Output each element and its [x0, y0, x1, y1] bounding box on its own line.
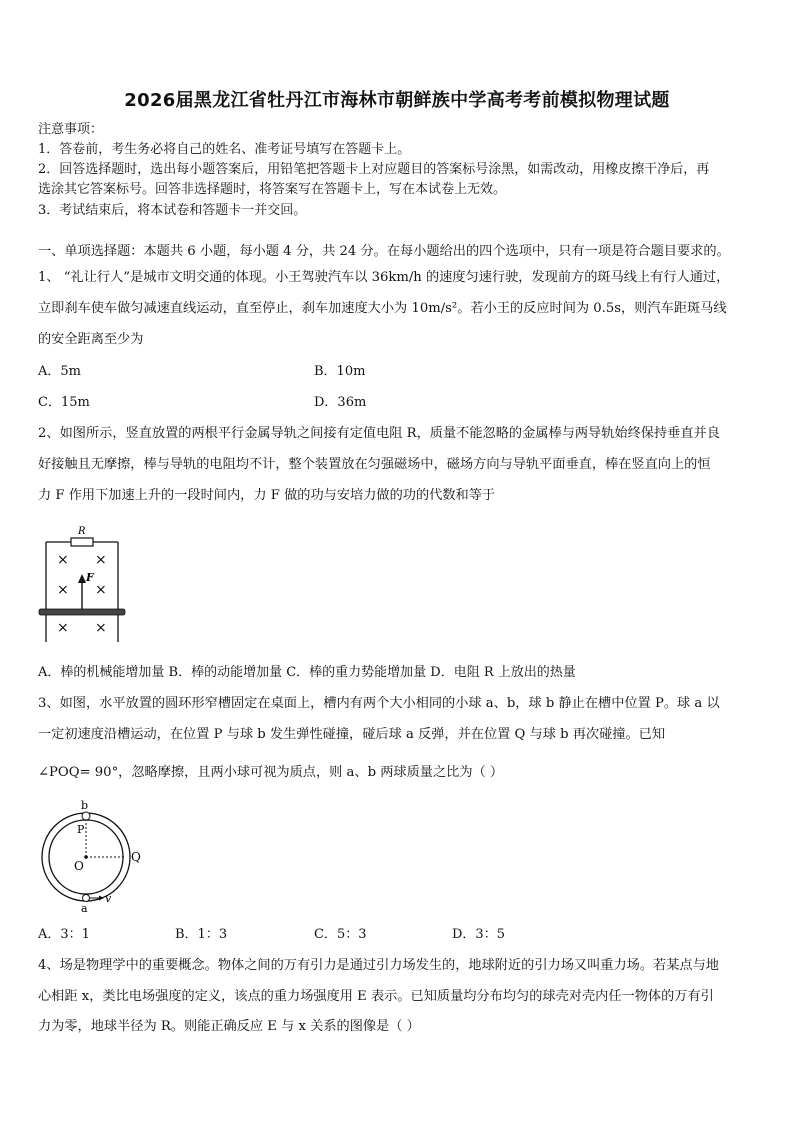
point-p-label: P — [77, 823, 85, 836]
question-2-line-1: 2、如图所示，竖直放置的两根平行金属导轨之间接有定值电阻 R，质量不能忽略的金属棒与两导轨始终保持垂直并良 — [38, 426, 720, 441]
field-cross: × — [57, 582, 69, 598]
ball-a-label: a — [81, 902, 88, 915]
q1-option-d: D．36m — [314, 395, 367, 410]
metal-rod — [39, 609, 125, 615]
center-point — [84, 855, 88, 859]
page-title: 2026届黑龙江省牡丹江市海林市朝鲜族中学高考考前模拟物理试题 — [124, 90, 670, 111]
q3-option-d: D．3：5 — [452, 927, 505, 942]
notice-heading: 注意事项： — [38, 122, 104, 137]
q1-option-a: A．5m — [38, 364, 81, 379]
question-4-line-1: 4、场是物理学中的重要概念。物体之间的万有引力是通过引力场发生的，地球附近的引力场又叫重力场。若某点与地 — [38, 958, 719, 973]
field-cross: × — [95, 552, 107, 568]
q2-circuit-figure — [36, 524, 128, 644]
q3-option-c: C．5：3 — [314, 927, 367, 942]
section-heading: 一、单项选择题：本题共 6 小题，每小题 4 分，共 24 分。在每小题给出的四个选项中，只有一项是符合题目要求的。 — [38, 244, 730, 259]
q3-option-b: B．1：3 — [175, 927, 228, 942]
field-cross: × — [95, 620, 107, 636]
resistor-symbol — [71, 538, 93, 546]
q2-options: A．棒的机械能增加量 B．棒的动能增加量 C．棒的重力势能增加量 D．电阻 R 上放出的热量 — [38, 665, 576, 680]
question-4-line-2: 心相距 x，类比电场强度的定义，该点的重力场强度用 E 表示。已知质量均分布均匀的球壳对壳内任一物体的万有引 — [38, 989, 714, 1004]
question-3-line-3: ∠POQ= 90°，忽略摩擦，且两小球可视为质点，则 a、b 两球质量之比为（ ） — [38, 765, 504, 780]
question-1-line-1: 1、 “礼让行人”是城市文明交通的体现。小王驾驶汽车以 36km/h 的速度匀速行驶，发现前方的斑马线上有行人通过， — [38, 270, 730, 285]
velocity-label: v — [105, 892, 112, 905]
q1-option-c: C．15m — [38, 395, 90, 410]
field-cross: × — [57, 620, 69, 636]
resistor-label: R — [78, 526, 86, 537]
q3-ring-figure — [36, 800, 146, 915]
point-q-label: Q — [131, 850, 141, 864]
force-arrow-head — [78, 574, 86, 583]
force-label: F — [86, 571, 94, 584]
ball-a — [83, 895, 90, 902]
velocity-arrow-head — [99, 896, 104, 901]
q3-option-a: A．3：1 — [38, 927, 90, 942]
notice-item-2-cont: 选涂其它答案标号。回答非选择题时，将答案写在答题卡上，写在本试卷上无效。 — [38, 182, 507, 197]
field-cross: × — [95, 582, 107, 598]
question-2-line-3: 力 F 作用下加速上升的一段时间内，力 F 做的功与安培力做的功的代数和等于 — [38, 488, 496, 503]
notice-item-3: 3．考试结束后，将本试卷和答题卡一并交回。 — [38, 203, 307, 218]
question-3-line-2: 一定初速度沿槽运动，在位置 P 与球 b 发生弹性碰撞，碰后球 a 反弹，并在位置 Q 与球 b 再次碰撞。已知 — [38, 727, 666, 742]
field-cross: × — [57, 552, 69, 568]
question-4-line-3: 力为零，地球半径为 R。则能正确反应 E 与 x 关系的图像是（ ） — [38, 1019, 420, 1034]
ball-b — [82, 812, 90, 820]
ball-b-label: b — [81, 800, 89, 812]
notice-item-2: 2．回答选择题时，选出每小题答案后，用铅笔把答题卡上对应题目的答案标号涂黑，如需改动，用橡皮擦干净后，再 — [38, 162, 710, 177]
question-3-line-1: 3、如图，水平放置的圆环形窄槽固定在桌面上，槽内有两个大小相同的小球 a、b，球 b 静止在槽中位置 P。球 a 以 — [38, 696, 720, 711]
question-2-line-2: 好接触且无摩擦，棒与导轨的电阻均不计，整个装置放在匀强磁场中，磁场方向与导轨平面垂直，棒在竖直向上的恒 — [38, 457, 711, 472]
notice-item-1: 1．答卷前，考生务必将自己的姓名、准考证号填写在答题卡上。 — [38, 142, 411, 157]
q1-option-b: B．10m — [314, 364, 366, 379]
question-1-line-2: 立即刹车使车做匀减速直线运动，直至停止，刹车加速度大小为 10m/s²。若小王的反应时间为 0.5s，则汽车距斑马线 — [38, 301, 727, 316]
center-label: O — [74, 859, 84, 873]
question-1-line-3: 的安全距离至少为 — [38, 332, 144, 347]
